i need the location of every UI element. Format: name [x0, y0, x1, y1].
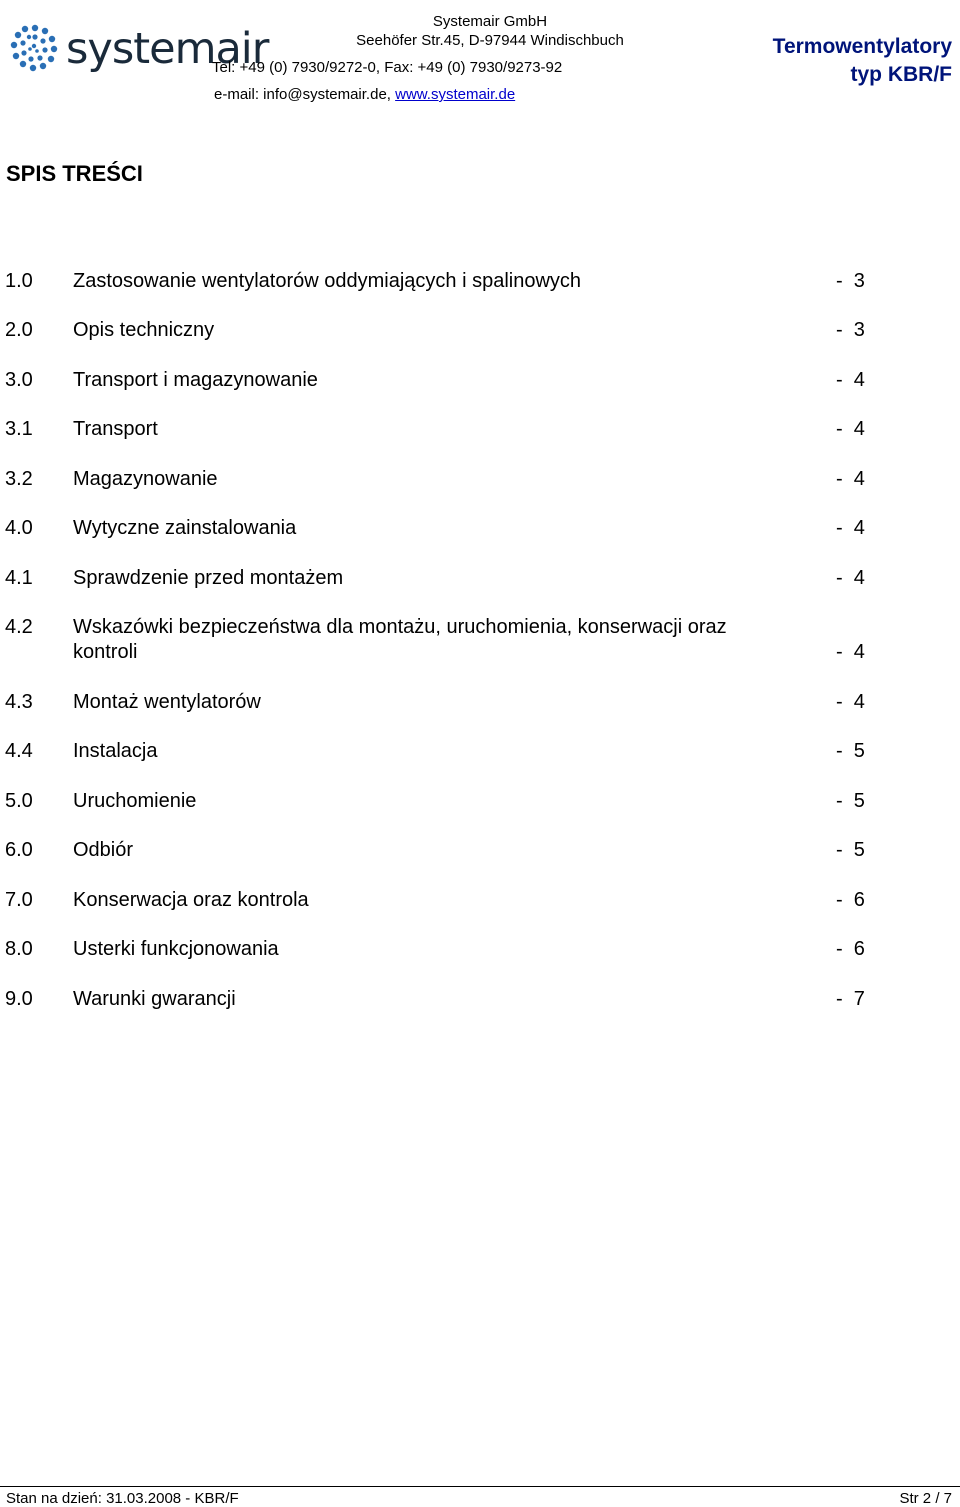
toc-entry-title: Wytyczne zainstalowania	[73, 517, 297, 539]
toc-entry-page: - 4	[836, 567, 865, 589]
systemair-logo	[8, 18, 269, 76]
company-name: Systemair GmbH	[432, 13, 548, 30]
toc-entry-title: Opis techniczny	[73, 319, 215, 341]
footer-page-number: Str 2 / 7	[899, 1490, 952, 1507]
toc-entry-number: 3.1	[5, 418, 33, 440]
toc-entry-title: Instalacja	[73, 740, 158, 762]
toc-entry-title: Uruchomienie	[73, 790, 197, 812]
toc-entry-title: Magazynowanie	[73, 468, 218, 490]
toc-entry-number: 1.0	[5, 270, 33, 292]
toc-entry-page: - 7	[836, 988, 865, 1010]
toc-entry-title: Transport i magazynowanie	[73, 369, 318, 391]
toc-entry-number: 4.3	[5, 691, 33, 713]
product-title: Termowentylatory	[772, 35, 952, 58]
toc-entry-number: 3.0	[5, 369, 33, 391]
toc-entry-number: 4.1	[5, 567, 33, 589]
toc-entry-number: 4.4	[5, 740, 33, 762]
toc-entry-title-continued: kontroli	[73, 641, 138, 663]
toc-entry-page: - 3	[836, 319, 865, 341]
toc-entry-page: - 4	[836, 369, 865, 391]
toc-entry-page: - 6	[836, 938, 865, 960]
toc-entry-number: 3.2	[5, 468, 33, 490]
logo-wordmark: systemair	[66, 24, 269, 74]
toc-entry-number: 8.0	[5, 938, 33, 960]
toc-entry-number: 6.0	[5, 839, 33, 861]
toc-entry-page: - 4	[836, 641, 865, 663]
footer-date: Stan na dzień: 31.03.2008 - KBR/F	[6, 1490, 239, 1507]
toc-entry-number: 4.2	[5, 616, 33, 638]
toc-entry-page: - 4	[836, 418, 865, 440]
toc-entry-page: - 5	[836, 839, 865, 861]
toc-entry-title: Konserwacja oraz kontrola	[73, 889, 309, 911]
systemair-logo-icon	[8, 18, 62, 76]
toc-entry-page: - 5	[836, 790, 865, 812]
toc-entry-title: Zastosowanie wentylatorów oddymiających i spalinowych	[73, 270, 582, 292]
toc-entry-number: 5.0	[5, 790, 33, 812]
toc-entry-number: 9.0	[5, 988, 33, 1010]
company-website-link[interactable]: www.systemair.de	[395, 86, 516, 103]
company-address: Seehöfer Str.45, D-97944 Windischbuch	[356, 32, 624, 49]
toc-entry-number: 2.0	[5, 319, 33, 341]
toc-entry-title: Transport	[73, 418, 158, 440]
toc-entry-page: - 4	[836, 468, 865, 490]
toc-entry-number: 7.0	[5, 889, 33, 911]
toc-entry-title: Sprawdzenie przed montażem	[73, 567, 344, 589]
toc-entry-page: - 5	[836, 740, 865, 762]
product-type: typ KBR/F	[850, 63, 952, 86]
company-email: e-mail: info@systemair.de,	[214, 86, 391, 103]
toc-entry-page: - 4	[836, 517, 865, 539]
toc-entry-page: - 3	[836, 270, 865, 292]
toc-entry-title: Odbiór	[73, 839, 134, 861]
footer-divider	[0, 1486, 960, 1487]
toc-heading: SPIS TREŚCI	[6, 161, 143, 186]
toc-entry-title: Wskazówki bezpieczeństwa dla montażu, uruchomienia, konserwacji oraz	[73, 616, 727, 638]
company-contact	[214, 86, 515, 104]
toc-entry-page: - 4	[836, 691, 865, 713]
toc-entry-title: Montaż wentylatorów	[73, 691, 261, 713]
toc-entry-number: 4.0	[5, 517, 33, 539]
toc-entry-title: Usterki funkcjonowania	[73, 938, 279, 960]
company-phone-fax: Tel: +49 (0) 7930/9272-0, Fax: +49 (0) 7930/9273-92	[212, 59, 563, 76]
toc-entry-page: - 6	[836, 889, 865, 911]
toc-entry-title: Warunki gwarancji	[73, 988, 236, 1010]
